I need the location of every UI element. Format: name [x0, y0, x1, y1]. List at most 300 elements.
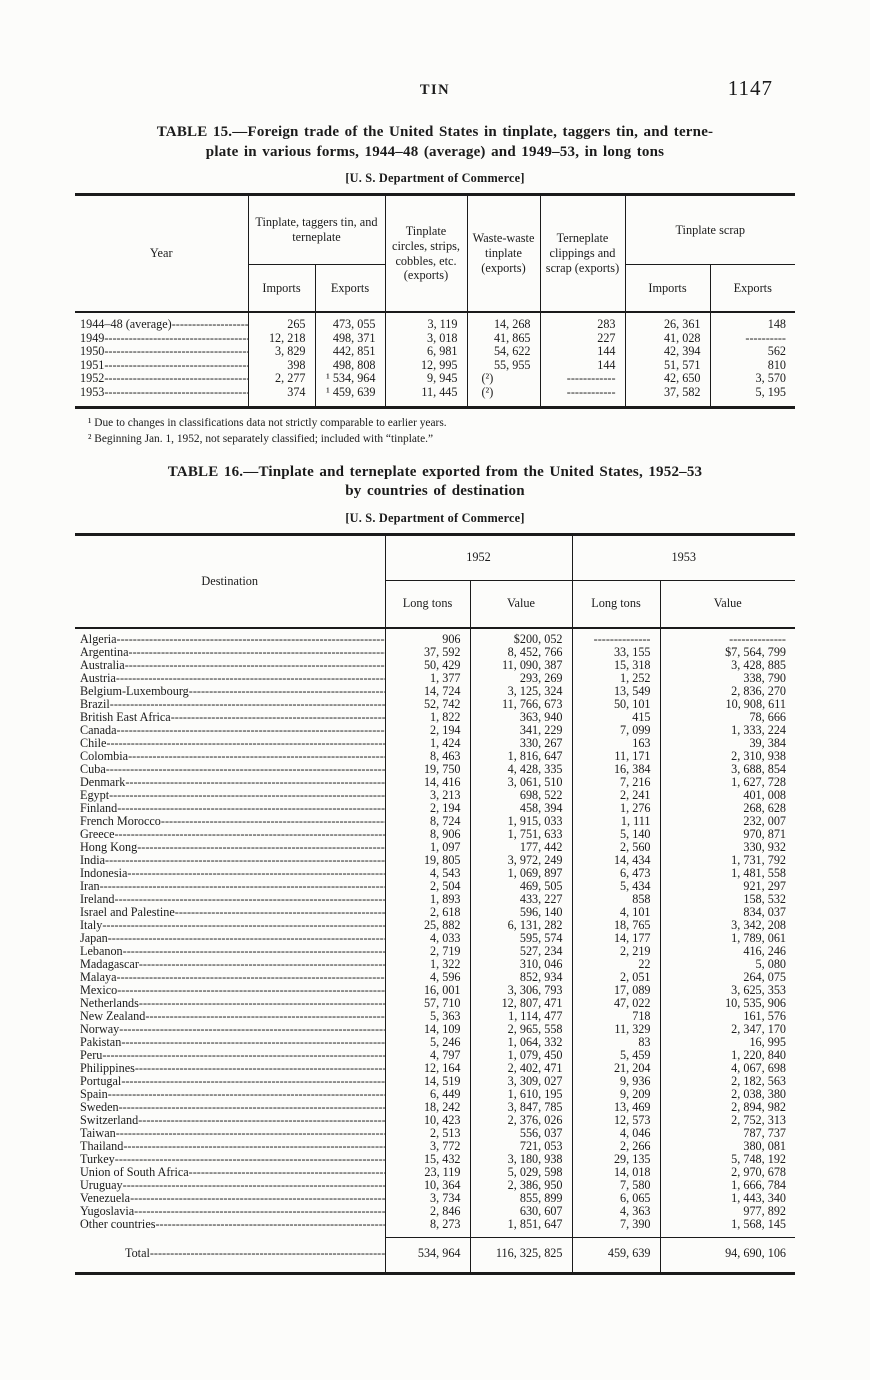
dotted-leader	[189, 1166, 385, 1179]
value-cell: 3, 734	[385, 1192, 470, 1205]
row-label: Lebanon	[80, 944, 123, 958]
dotted-leader	[137, 841, 384, 854]
value-cell: 13, 469	[572, 1101, 660, 1114]
value-cell: 2, 894, 982	[731, 1099, 786, 1114]
row-label-cell	[75, 711, 385, 724]
value-cell: 4, 596	[385, 971, 470, 984]
value-cell: 29, 135	[572, 1153, 660, 1166]
table15-title-line1: TABLE 15.—Foreign trade of the United States in tinplate, taggers tin, and terne-	[156, 124, 714, 140]
row-label: Japan	[80, 931, 108, 945]
value-cell: 14, 177	[572, 932, 660, 945]
value-cell: 3, 342, 208	[731, 917, 786, 932]
value-cell: 3, 772	[385, 1140, 470, 1153]
row-label-cell	[75, 1114, 385, 1127]
row-label: Hong Kong	[80, 840, 138, 854]
row-label-cell	[75, 945, 385, 958]
dotted-leader	[117, 984, 384, 997]
value-cell: 21, 204	[572, 1062, 660, 1075]
row-label: Other countries	[80, 1217, 156, 1231]
value-cell: 51, 571	[625, 359, 710, 373]
table16-row	[75, 958, 795, 971]
value-cell: 54, 622	[467, 345, 540, 359]
dotted-leader	[189, 685, 385, 698]
value-cell: 163	[572, 737, 660, 750]
value-cell: 1, 064, 332	[470, 1036, 572, 1049]
value-cell: 18, 242	[385, 1101, 470, 1114]
value-cell: 698, 522	[470, 789, 572, 802]
row-label: Philippines	[80, 1061, 135, 1075]
value-cell: 1, 111	[572, 815, 660, 828]
row-label: Australia	[80, 658, 125, 672]
value-cell: 50, 429	[385, 659, 470, 672]
row-label-cell	[75, 1062, 385, 1075]
dotted-leader	[108, 1088, 385, 1101]
value-cell: 442, 851	[315, 345, 385, 359]
dotted-leader	[116, 672, 385, 685]
value-cell: 5, 195	[755, 384, 786, 399]
value-cell: 1, 627, 728	[731, 774, 786, 789]
value-cell: 4, 033	[385, 932, 470, 945]
value-cell: 14, 416	[385, 776, 470, 789]
row-label-cell	[75, 312, 248, 332]
value-cell: 2, 504	[385, 880, 470, 893]
dotted-leader	[129, 646, 385, 659]
row-label-cell	[75, 1192, 385, 1205]
row-label: Turkey	[80, 1152, 115, 1166]
total-1952-value: 116, 325, 825	[470, 1237, 572, 1273]
value-cell: 562	[767, 344, 786, 359]
table16-row	[75, 854, 795, 867]
page-number: 1147	[727, 76, 773, 100]
value-cell: 8, 906	[385, 828, 470, 841]
row-label: Taiwan	[80, 1126, 116, 1140]
value-cell: --------------	[572, 628, 660, 646]
row-label-cell	[75, 1075, 385, 1088]
table16-row	[75, 1114, 795, 1127]
row-label-cell	[75, 724, 385, 737]
value-cell: 9, 945	[385, 372, 467, 386]
table16-row	[75, 1101, 795, 1114]
dotted-leader	[161, 815, 385, 828]
dotted-leader	[109, 789, 384, 802]
table16-row	[75, 841, 795, 854]
value-cell: 16, 995	[749, 1034, 786, 1049]
value-cell: 37, 582	[625, 386, 710, 407]
footnote-2: ² Beginning Jan. 1, 1952, not separately classified; included with “tinplate.”	[88, 432, 434, 445]
table15-row	[75, 345, 795, 359]
value-cell: 12, 807, 471	[470, 997, 572, 1010]
value-cell: 595, 574	[470, 932, 572, 945]
table15-col-year: Year	[75, 195, 248, 313]
value-cell: 5, 459	[572, 1049, 660, 1062]
value-cell: 161, 576	[743, 1008, 786, 1023]
row-label: Pakistan	[80, 1035, 122, 1049]
value-cell: 47, 022	[572, 997, 660, 1010]
value-cell: 630, 607	[470, 1205, 572, 1218]
value-cell: 26, 361	[625, 312, 710, 332]
value-cell: 33, 155	[572, 646, 660, 659]
row-label-cell	[75, 1023, 385, 1036]
table15-col-circles: Tinplate circles, strips, cobbles, etc. (exports)	[385, 195, 467, 313]
table16-col-value-1952: Value	[470, 580, 572, 628]
value-cell: 42, 394	[625, 345, 710, 359]
value-cell: 283	[540, 312, 625, 332]
value-cell: 977, 892	[743, 1203, 786, 1218]
value-cell: (²)	[467, 372, 540, 386]
row-label: New Zealand	[80, 1009, 146, 1023]
row-label: Malaya	[80, 970, 117, 984]
value-cell: 3, 972, 249	[470, 854, 572, 867]
value-cell: 1, 333, 224	[731, 722, 786, 737]
row-label-cell	[75, 919, 385, 932]
value-cell: 2, 560	[572, 841, 660, 854]
value-cell: 498, 371	[315, 332, 385, 346]
value-cell: 5, 748, 192	[731, 1151, 786, 1166]
table16-row	[75, 1179, 795, 1192]
value-cell: ¹ 459, 639	[315, 386, 385, 407]
value-cell: 2, 219	[572, 945, 660, 958]
row-label: 1952	[80, 372, 105, 386]
row-label-cell	[75, 1101, 385, 1114]
value-cell: 8, 452, 766	[470, 646, 572, 659]
row-label-cell	[75, 997, 385, 1010]
table16-col-longtons-1953: Long tons	[572, 580, 660, 628]
table16-row	[75, 685, 795, 698]
value-cell: 52, 742	[385, 698, 470, 711]
value-cell: 1, 822	[385, 711, 470, 724]
value-cell: 310, 046	[470, 958, 572, 971]
value-cell: 5, 434	[572, 880, 660, 893]
value-cell: 398	[248, 359, 315, 373]
value-cell: 12, 164	[385, 1062, 470, 1075]
value-cell: 232, 007	[743, 813, 786, 828]
value-cell: 415	[572, 711, 660, 724]
dotted-leader	[117, 724, 385, 737]
value-cell: 1, 322	[385, 958, 470, 971]
row-label-cell	[75, 1153, 385, 1166]
value-cell: 10, 423	[385, 1114, 470, 1127]
value-cell: 12, 573	[572, 1114, 660, 1127]
dotted-leader	[119, 1101, 385, 1114]
dotted-leader	[172, 318, 248, 332]
table16-row	[75, 802, 795, 815]
row-label: Venezuela	[80, 1191, 131, 1205]
value-cell: 9, 209	[572, 1088, 660, 1101]
row-label-cell	[75, 1127, 385, 1140]
value-cell: 19, 750	[385, 763, 470, 776]
page-header	[75, 76, 795, 108]
row-label: Denmark	[80, 775, 126, 789]
value-cell: 18, 765	[572, 919, 660, 932]
row-label: Cuba	[80, 762, 106, 776]
value-cell: 2, 402, 471	[470, 1062, 572, 1075]
value-cell: 2, 386, 950	[470, 1179, 572, 1192]
value-cell: 3, 306, 793	[470, 984, 572, 997]
value-cell: 5, 029, 598	[470, 1166, 572, 1179]
value-cell: 498, 808	[315, 359, 385, 373]
row-label: Greece	[80, 827, 115, 841]
dotted-leader	[121, 1075, 384, 1088]
table16-row	[75, 646, 795, 659]
table15-title	[80, 123, 790, 162]
value-cell: 14, 018	[572, 1166, 660, 1179]
table16-total-row	[75, 1237, 795, 1273]
table16-row	[75, 1062, 795, 1075]
table16-row	[75, 997, 795, 1010]
footnote-1: ¹ Due to changes in classifications data not strictly comparable to earlier years.	[88, 416, 447, 429]
table16-row	[75, 984, 795, 997]
table15-col-waste: Waste-waste tinplate (exports)	[467, 195, 540, 313]
table16-group-1952: 1952	[385, 534, 572, 580]
dotted-leader	[171, 711, 385, 724]
value-cell: $7, 564, 799	[725, 644, 786, 659]
table16-row	[75, 880, 795, 893]
value-cell: 2, 970, 678	[731, 1164, 786, 1179]
row-label: Mexico	[80, 983, 118, 997]
value-cell: 970, 871	[743, 826, 786, 841]
value-cell: 721, 053	[470, 1140, 572, 1153]
table16-head	[75, 534, 795, 628]
total-label-cell	[75, 1237, 385, 1273]
table16-col-destination: Destination	[75, 534, 385, 628]
dotted-leader	[102, 919, 384, 932]
value-cell: 1, 789, 061	[731, 930, 786, 945]
value-cell: 2, 836, 270	[731, 683, 786, 698]
value-cell: 1, 220, 840	[731, 1047, 786, 1062]
dotted-leader	[175, 906, 385, 919]
table16-row	[75, 932, 795, 945]
value-cell: 2, 376, 026	[470, 1114, 572, 1127]
value-cell: 14, 268	[467, 312, 540, 332]
value-cell: 380, 081	[743, 1138, 786, 1153]
value-cell: $200, 052	[470, 628, 572, 646]
value-cell: 1, 568, 145	[731, 1216, 786, 1231]
row-label: Israel and Palestine	[80, 905, 175, 919]
row-label: Yugoslavia	[80, 1204, 135, 1218]
value-cell: 144	[540, 359, 625, 373]
value-cell: 11, 445	[385, 386, 467, 407]
row-label-cell	[75, 1218, 385, 1238]
row-label: Italy	[80, 918, 103, 932]
dotted-leader	[123, 1179, 385, 1192]
row-label-cell	[75, 345, 248, 359]
value-cell: 55, 955	[467, 359, 540, 373]
dotted-leader	[119, 1023, 384, 1036]
row-label: Netherlands	[80, 996, 139, 1010]
row-label: 1944–48 (average)	[80, 318, 172, 331]
total-1953-longtons: 459, 639	[572, 1237, 660, 1273]
value-cell: 8, 463	[385, 750, 470, 763]
row-label: Ireland	[80, 892, 115, 906]
value-cell: 4, 797	[385, 1049, 470, 1062]
row-label: 1953	[80, 385, 105, 399]
value-cell: 22	[572, 958, 660, 971]
value-cell: 41, 028	[625, 332, 710, 346]
table16-row	[75, 867, 795, 880]
value-cell: 556, 037	[470, 1127, 572, 1140]
row-label-cell	[75, 646, 385, 659]
row-label: Sweden	[80, 1100, 119, 1114]
dotted-leader	[106, 763, 385, 776]
table15-col-imports-1: Imports	[248, 265, 315, 313]
row-label: Egypt	[80, 788, 110, 802]
table16-col-longtons-1952: Long tons	[385, 580, 470, 628]
value-cell: 10, 535, 906	[725, 995, 786, 1010]
value-cell: 3, 829	[248, 345, 315, 359]
value-cell: 8, 273	[385, 1218, 470, 1238]
dotted-leader	[115, 1153, 385, 1166]
row-label: 1951	[80, 358, 105, 372]
value-cell: 1, 731, 792	[731, 852, 786, 867]
table15-group-tinplate: Tinplate, taggers tin, and terneplate	[248, 195, 385, 265]
row-label-cell	[75, 867, 385, 880]
value-cell: 527, 234	[470, 945, 572, 958]
row-label: Finland	[80, 801, 118, 815]
table15-source: [U. S. Department of Commerce]	[345, 171, 525, 185]
value-cell: 11, 171	[572, 750, 660, 763]
row-label: Norway	[80, 1022, 120, 1036]
document-page	[75, 0, 795, 1275]
row-label-cell	[75, 1205, 385, 1218]
dotted-leader	[116, 1127, 385, 1140]
row-label-cell	[75, 854, 385, 867]
value-cell: 330, 267	[470, 737, 572, 750]
value-cell: 596, 140	[470, 906, 572, 919]
table16-foot	[75, 1237, 795, 1273]
value-cell: 718	[572, 1010, 660, 1023]
row-label: Chile	[80, 736, 107, 750]
dotted-leader	[155, 1218, 384, 1231]
value-cell: 4, 363	[572, 1205, 660, 1218]
value-cell: 330, 932	[743, 839, 786, 854]
row-label: Brazil	[80, 697, 110, 711]
row-label: French Morocco	[80, 814, 161, 828]
value-cell: 2, 194	[385, 802, 470, 815]
value-cell: 1, 424	[385, 737, 470, 750]
value-cell: 1, 816, 647	[470, 750, 572, 763]
table16-row	[75, 763, 795, 776]
table16-row	[75, 628, 795, 646]
value-cell: 14, 109	[385, 1023, 470, 1036]
table16-row	[75, 1036, 795, 1049]
value-cell: (²)	[467, 386, 540, 407]
value-cell: 2, 310, 938	[731, 748, 786, 763]
value-cell: 19, 805	[385, 854, 470, 867]
value-cell: 2, 846	[385, 1205, 470, 1218]
value-cell: 787, 737	[743, 1125, 786, 1140]
table16-row	[75, 750, 795, 763]
value-cell: 7, 099	[572, 724, 660, 737]
row-label: Canada	[80, 723, 117, 737]
table16-group-1953: 1953	[572, 534, 795, 580]
value-cell: 4, 428, 335	[470, 763, 572, 776]
value-cell: 2, 051	[572, 971, 660, 984]
row-label-cell	[75, 372, 248, 386]
dotted-leader	[104, 345, 247, 359]
table16-row	[75, 1166, 795, 1179]
value-cell: 12, 218	[248, 332, 315, 346]
table16-source: [U. S. Department of Commerce]	[345, 510, 525, 525]
value-cell: 144	[540, 345, 625, 359]
row-label-cell	[75, 685, 385, 698]
value-cell: 3, 309, 027	[470, 1075, 572, 1088]
value-cell: 148	[767, 317, 786, 331]
value-cell: 1, 097	[385, 841, 470, 854]
value-cell: 6, 473	[572, 867, 660, 880]
dotted-leader	[102, 1049, 384, 1062]
value-cell: 16, 384	[572, 763, 660, 776]
row-label-cell	[75, 971, 385, 984]
dotted-leader	[127, 867, 384, 880]
table16-row	[75, 1218, 795, 1238]
value-cell: 8, 724	[385, 815, 470, 828]
table16-row	[75, 711, 795, 724]
value-cell: 1, 851, 647	[470, 1218, 572, 1238]
row-label: Thailand	[80, 1139, 124, 1153]
dotted-leader	[150, 1246, 385, 1261]
dotted-leader	[106, 737, 384, 750]
table16-row	[75, 1023, 795, 1036]
row-label: 1949	[80, 331, 105, 345]
row-label-cell	[75, 763, 385, 776]
row-label-cell	[75, 789, 385, 802]
row-label: Madagascar	[80, 957, 139, 971]
value-cell: 16, 001	[385, 984, 470, 997]
row-label: Union of South Africa	[80, 1165, 189, 1179]
table16-section	[75, 463, 795, 1275]
value-cell: 3, 625, 353	[731, 982, 786, 997]
value-cell: 852, 934	[470, 971, 572, 984]
value-cell: 401, 008	[743, 787, 786, 802]
value-cell: 338, 790	[743, 670, 786, 685]
row-label: Portugal	[80, 1074, 122, 1088]
value-cell: 3, 180, 938	[470, 1153, 572, 1166]
value-cell: --------------	[729, 631, 786, 646]
dotted-leader	[121, 1036, 384, 1049]
value-cell: 25, 882	[385, 919, 470, 932]
dotted-leader	[115, 828, 385, 841]
table16-row	[75, 724, 795, 737]
row-label-cell	[75, 815, 385, 828]
table16-row	[75, 828, 795, 841]
dotted-leader	[100, 880, 385, 893]
total-1952-longtons: 534, 964	[385, 1237, 470, 1273]
table15-body	[75, 312, 795, 407]
table16-body	[75, 628, 795, 1238]
value-cell: 158, 532	[743, 891, 786, 906]
row-label-cell	[75, 828, 385, 841]
value-cell: 858	[572, 893, 660, 906]
value-cell: 17, 089	[572, 984, 660, 997]
value-cell: 15, 318	[572, 659, 660, 672]
value-cell: 39, 384	[749, 735, 786, 750]
row-label-cell	[75, 386, 248, 407]
value-cell: 12, 995	[385, 359, 467, 373]
value-cell: 78, 666	[749, 709, 786, 724]
value-cell: 11, 090, 387	[470, 659, 572, 672]
value-cell: 3, 570	[755, 371, 786, 386]
dotted-leader	[139, 997, 385, 1010]
value-cell: 268, 628	[743, 800, 786, 815]
value-cell: 3, 847, 785	[470, 1101, 572, 1114]
value-cell: 834, 037	[743, 904, 786, 919]
value-cell: 83	[572, 1036, 660, 1049]
value-cell: 458, 394	[470, 802, 572, 815]
value-cell: 3, 119	[385, 312, 467, 332]
value-cell: 7, 390	[572, 1218, 660, 1238]
total-label: Total	[125, 1245, 150, 1260]
table16-row	[75, 737, 795, 750]
